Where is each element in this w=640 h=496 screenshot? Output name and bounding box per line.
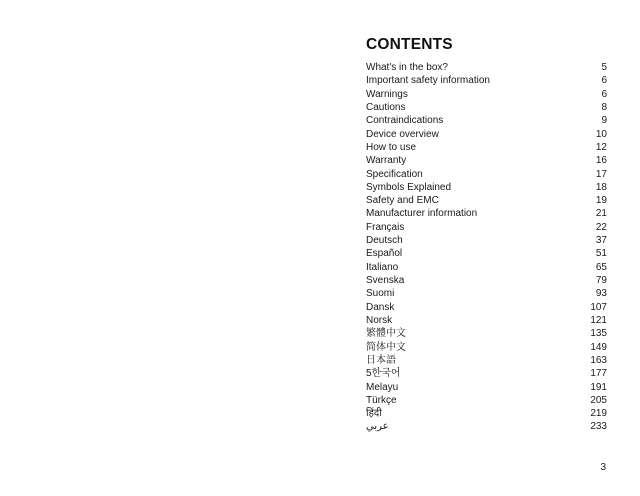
- toc-entry-page: 6: [601, 88, 607, 100]
- toc-entry[interactable]: [366, 394, 607, 407]
- toc-entry-page: 17: [595, 168, 607, 180]
- toc-entry-label: Manufacturer information: [366, 208, 478, 220]
- toc-entry-label: Safety and EMC: [366, 195, 439, 207]
- toc-entry-label: Warranty: [366, 155, 407, 167]
- toc-entry-label: Français: [366, 221, 405, 233]
- toc-entry[interactable]: [366, 234, 607, 247]
- toc-entry-label: عربي: [366, 421, 389, 433]
- table-of-contents: [366, 36, 607, 434]
- toc-entry-label: Warnings: [366, 88, 408, 100]
- toc-entry-label: Svenska: [366, 275, 405, 286]
- toc-entry[interactable]: [366, 101, 607, 114]
- toc-entry[interactable]: [366, 314, 607, 327]
- toc-entry-label: Device overview: [366, 128, 439, 140]
- toc-entry-label: 5한국어: [366, 368, 401, 380]
- toc-entry[interactable]: [366, 274, 607, 287]
- toc-entry[interactable]: [366, 381, 607, 394]
- toc-entry[interactable]: [366, 88, 607, 101]
- toc-entry-page: 10: [595, 128, 607, 140]
- toc-entry-page: 21: [595, 208, 607, 220]
- toc-entry-label: Suomi: [366, 288, 395, 300]
- toc-entry-label: Deutsch: [366, 235, 403, 247]
- toc-entry-label: 繁體中文: [366, 328, 406, 340]
- toc-entry-label: How to use: [366, 141, 417, 153]
- toc-entry-label: Important safety information: [366, 75, 490, 87]
- toc-list: [366, 61, 607, 434]
- toc-entry-page: 6: [601, 75, 607, 87]
- toc-entry[interactable]: [366, 407, 607, 420]
- toc-entry[interactable]: [366, 367, 607, 380]
- toc-entry-page: 93: [595, 288, 607, 300]
- toc-entry-page: 79: [595, 275, 607, 286]
- toc-entry-label: Türkçe: [366, 394, 397, 406]
- toc-entry-label: 日本語: [366, 354, 396, 366]
- toc-entry-page: 18: [595, 181, 607, 193]
- toc-entry-label: Cautions: [366, 101, 406, 113]
- toc-entry-label: Contraindications: [366, 115, 444, 127]
- contents-heading: CONTENTS: [366, 36, 453, 53]
- toc-entry-label: 简体中文: [366, 341, 406, 353]
- toc-entry-page: 37: [595, 235, 607, 247]
- toc-entry-label: Norsk: [366, 314, 393, 326]
- toc-entry-page: 177: [590, 368, 607, 380]
- toc-entry-label: Specification: [366, 168, 423, 180]
- toc-entry-label: Español: [366, 248, 403, 260]
- toc-entry[interactable]: [366, 354, 607, 367]
- toc-entry-page: 205: [590, 394, 607, 406]
- toc-entry-page: 233: [590, 421, 607, 433]
- toc-entry-label: हिंदी: [366, 408, 382, 420]
- toc-entry[interactable]: [366, 141, 607, 154]
- toc-entry-page: 65: [595, 261, 607, 273]
- page-number: 3: [600, 462, 606, 473]
- toc-entry-page: 8: [601, 101, 607, 113]
- toc-entry-label: Symbols Explained: [366, 181, 452, 193]
- toc-entry[interactable]: [366, 221, 607, 234]
- toc-entry-page: 12: [595, 141, 607, 153]
- toc-entry[interactable]: [366, 207, 607, 220]
- toc-entry-page: 9: [601, 115, 607, 127]
- toc-entry[interactable]: [366, 341, 607, 354]
- toc-entry[interactable]: [366, 168, 607, 181]
- toc-entry-page: 135: [590, 328, 607, 340]
- toc-entry[interactable]: [366, 287, 607, 300]
- toc-entry-page: 19: [595, 195, 607, 207]
- toc-entry[interactable]: [366, 181, 607, 194]
- toc-entry-label: Dansk: [366, 301, 395, 313]
- toc-entry[interactable]: [366, 420, 607, 433]
- toc-entry[interactable]: [366, 301, 607, 314]
- toc-entry[interactable]: [366, 74, 607, 87]
- toc-entry-page: 149: [590, 341, 607, 353]
- toc-entry[interactable]: [366, 194, 607, 207]
- toc-entry[interactable]: [366, 154, 607, 167]
- toc-entry-page: 22: [595, 221, 607, 233]
- toc-entry-page: 107: [590, 301, 607, 313]
- toc-entry-label: Italiano: [366, 261, 399, 273]
- toc-entry[interactable]: [366, 261, 607, 274]
- toc-entry-page: 219: [590, 408, 607, 420]
- toc-entry[interactable]: [366, 61, 607, 74]
- toc-entry-label: What's in the box?: [366, 62, 448, 73]
- toc-entry-page: 5: [601, 62, 607, 73]
- toc-entry-page: 51: [595, 248, 607, 260]
- toc-entry-page: 16: [595, 155, 607, 167]
- toc-entry[interactable]: [366, 327, 607, 340]
- toc-entry[interactable]: [366, 247, 607, 260]
- toc-entry-label: Melayu: [366, 381, 399, 393]
- toc-entry-page: 121: [590, 314, 607, 326]
- toc-entry[interactable]: [366, 114, 607, 127]
- toc-entry-page: 191: [590, 381, 607, 393]
- toc-entry-page: 163: [590, 354, 607, 366]
- toc-entry[interactable]: [366, 128, 607, 141]
